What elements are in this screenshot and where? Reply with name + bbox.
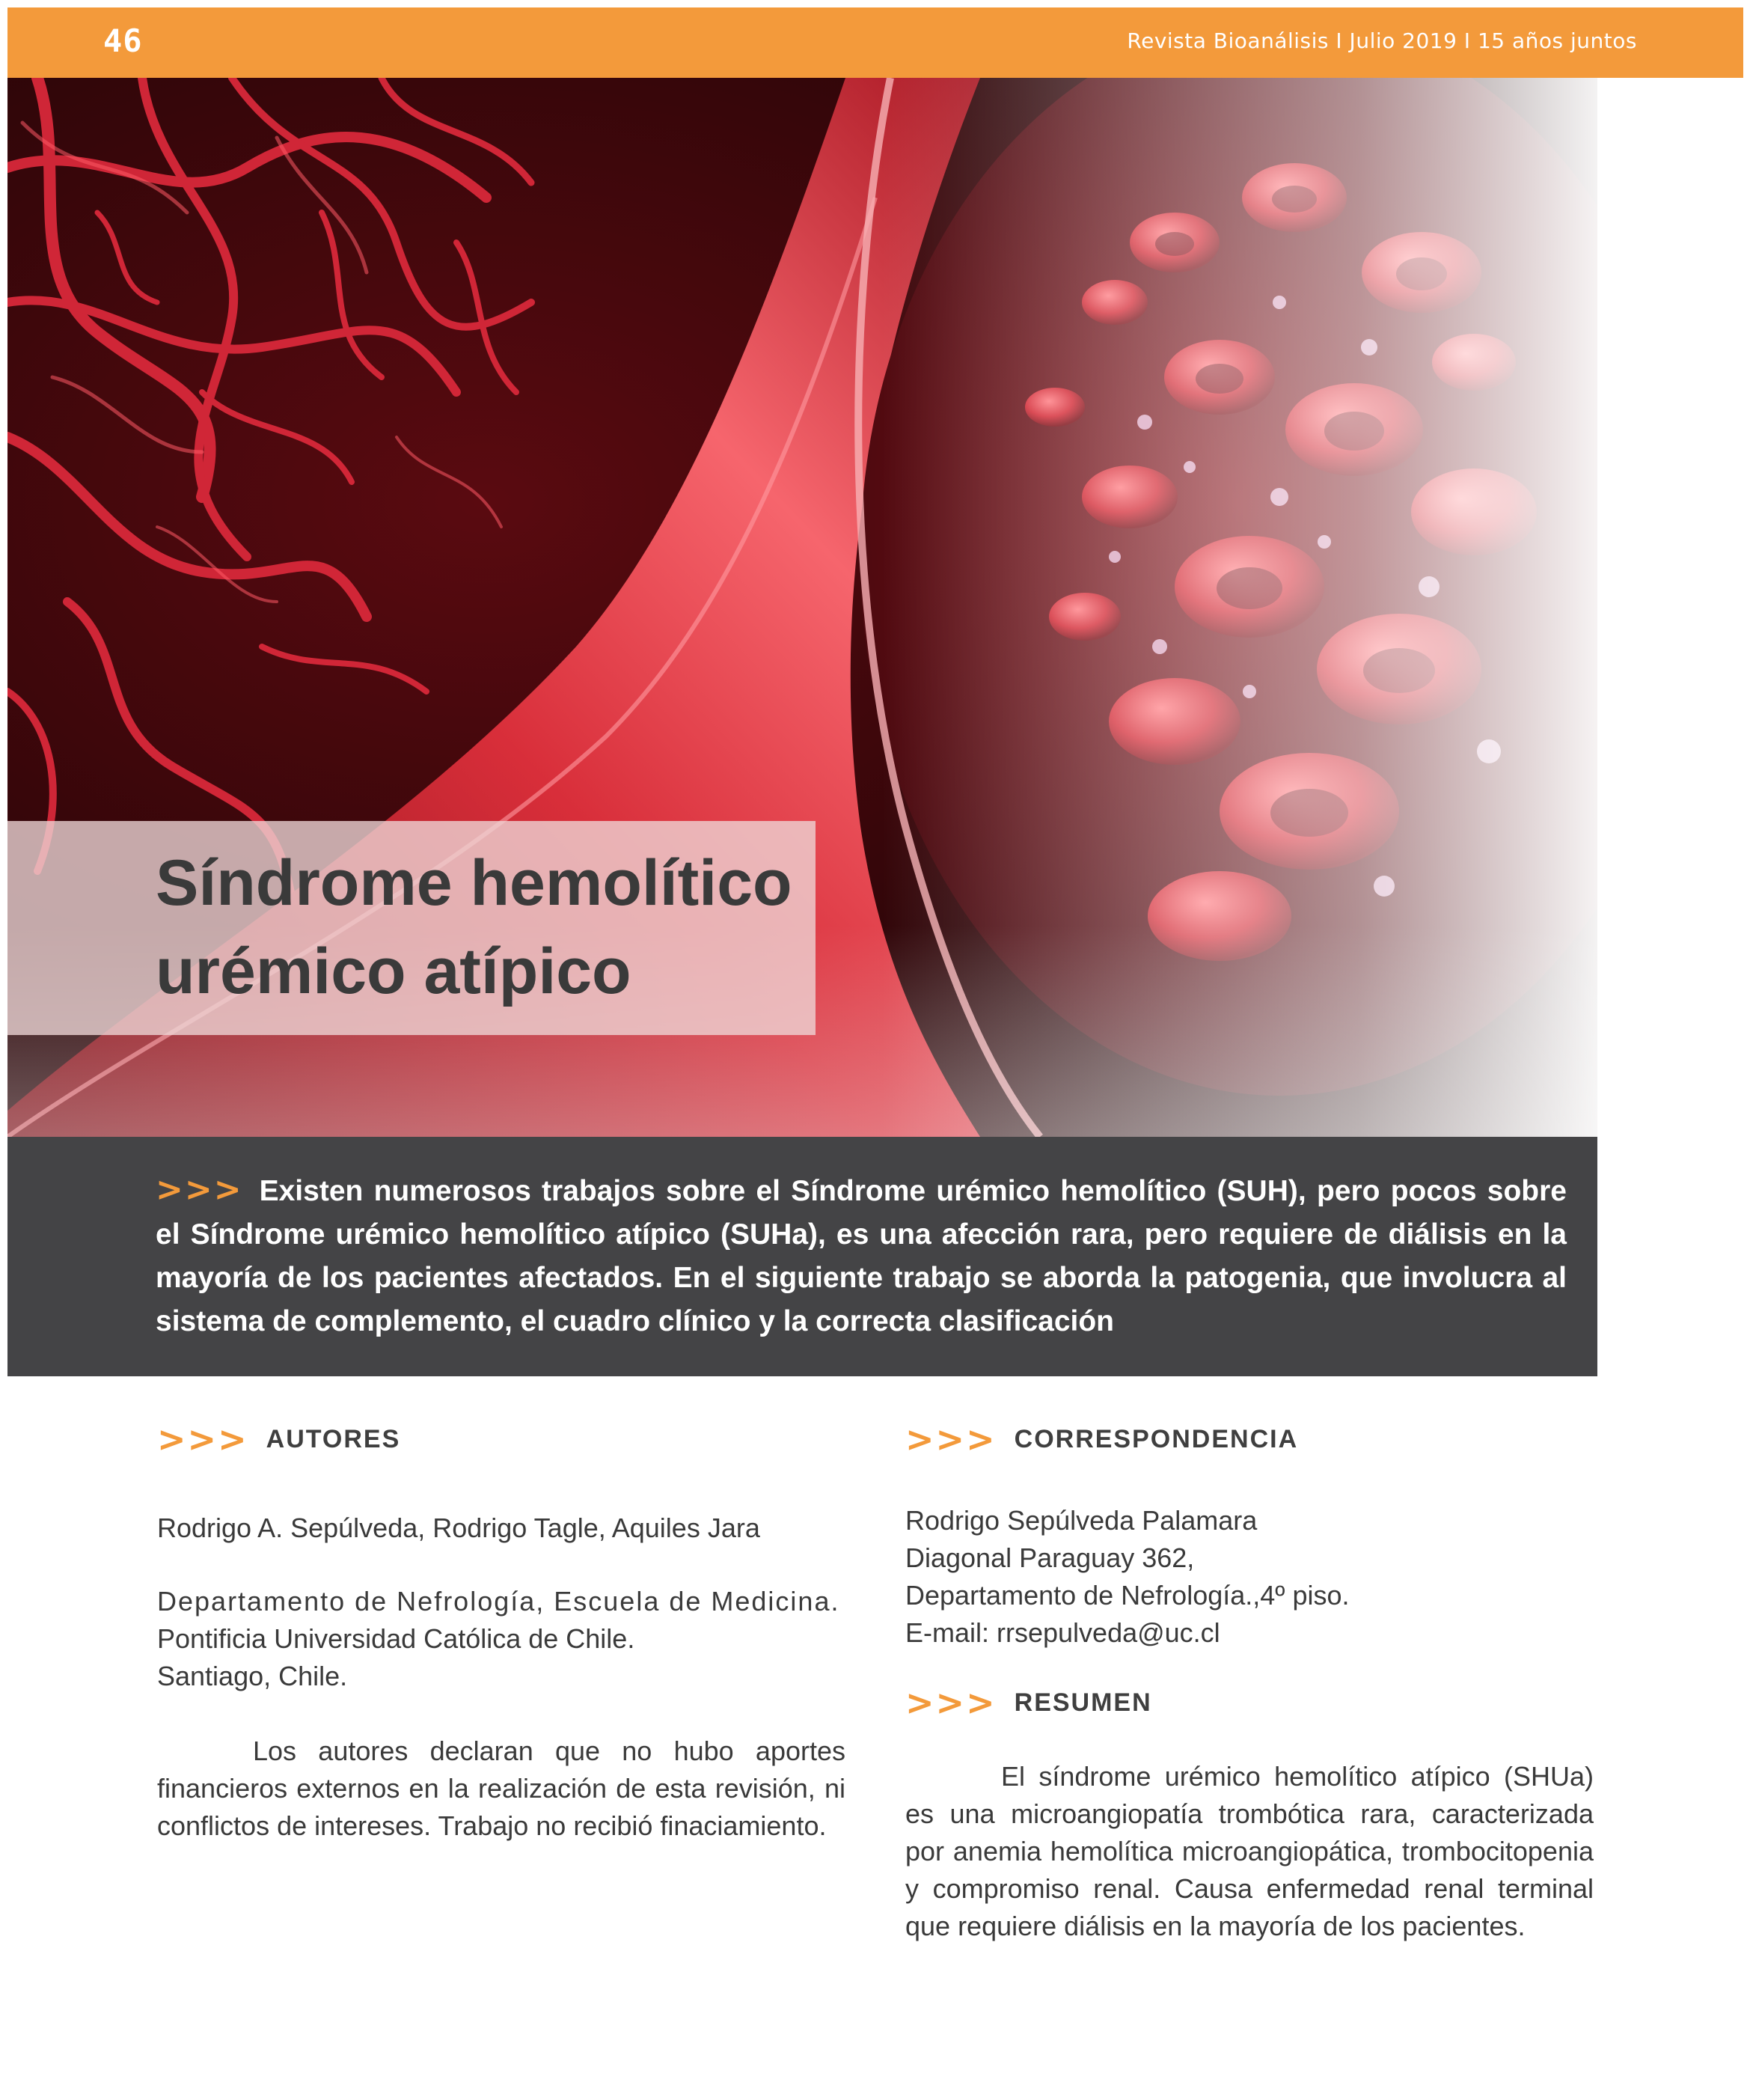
abstract-band — [7, 1137, 1597, 1376]
section-title: RESUMEN — [1014, 1688, 1152, 1717]
affiliation-line-1: Departamento de Nefrología, Escuela de Medicina. — [157, 1586, 840, 1617]
chevron-marker-icon: >>> — [905, 1419, 997, 1459]
correspondence-email[interactable]: E-mail: rrsepulveda@uc.cl — [905, 1617, 1220, 1648]
correspondence-name: Rodrigo Sepúlveda Palamara — [905, 1505, 1258, 1536]
abstract-text: Existen numerosos trabajos sobre el Síndrome urémico hemolítico (SUH), pero pocos sobre el Síndrome urémico hemolítico atípico (SUHa), es una afección rara, pero requiere de diálisis en la mayoría de los pacientes afectados. En el siguiente trabajo se aborda la patogenia, que involucra al sistema de complemento, el cuadro clínico y la correcta clasificación — [156, 1175, 1567, 1337]
section-title: CORRESPONDENCIA — [1014, 1424, 1299, 1453]
abstract-paragraph — [156, 1168, 1567, 1343]
article-title — [156, 839, 814, 1016]
affiliation-line-2: Pontificia Universidad Católica de Chile. — [157, 1623, 635, 1654]
author-names: Rodrigo A. Sepúlveda, Rodrigo Tagle, Aquiles Jara — [157, 1513, 760, 1543]
resumen-text: El síndrome urémico hemolítico atípico (SHUa) es una microangiopatía trombótica rara, caracterizada por anemia hemolítica microangiopática, trombocitopenia y compromiso renal. Causa enfermedad renal terminal que requiere diálisis en la mayoría de los pacientes. — [905, 1761, 1594, 1941]
header-bar — [7, 7, 1743, 78]
affiliation-line-3: Santiago, Chile. — [157, 1661, 348, 1691]
correspondencia-heading — [905, 1418, 1594, 1460]
correspondence-department: Departamento de Nefrología.,4º piso. — [905, 1580, 1350, 1611]
resumen-heading — [905, 1682, 1594, 1724]
title-line-2: urémico atípico — [156, 935, 631, 1007]
hero-image — [7, 78, 1597, 1137]
autores-heading — [157, 1418, 845, 1460]
chevron-marker-icon: >>> — [905, 1682, 997, 1723]
right-column — [905, 1418, 1594, 1945]
section-title: AUTORES — [266, 1424, 401, 1453]
correspondence-address: Diagonal Paraguay 362, — [905, 1542, 1195, 1573]
page-number: 46 — [103, 22, 143, 59]
left-column — [157, 1418, 845, 1845]
disclosure-text: Los autores declaran que no hubo aportes financieros externos en la realización de esta revisión, ni conflictos de intereses. Trabajo no recibió finaciamiento. — [157, 1736, 845, 1841]
title-box — [7, 821, 816, 1035]
chevron-marker-icon: >>> — [157, 1419, 248, 1459]
running-header: Revista Bioanálisis I Julio 2019 I 15 años juntos — [1127, 28, 1637, 53]
title-line-1: Síndrome hemolítico — [156, 847, 792, 919]
chevron-marker-icon: >>> — [156, 1170, 243, 1209]
